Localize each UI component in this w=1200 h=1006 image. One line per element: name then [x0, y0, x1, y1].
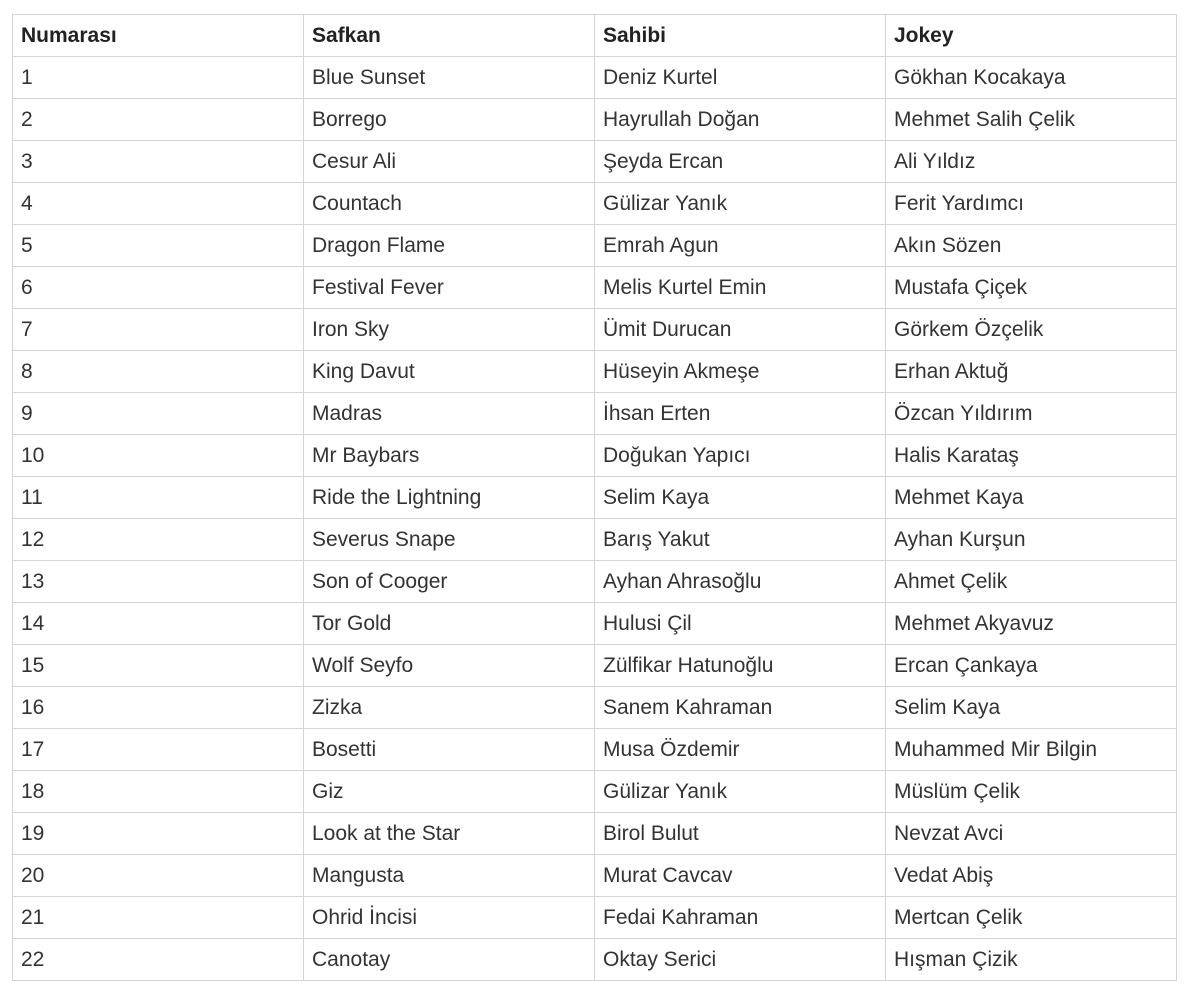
cell-jockey: Ali Yıldız: [886, 141, 1177, 183]
cell-number: 11: [13, 477, 304, 519]
table-row: [13, 183, 1177, 225]
cell-owner: Birol Bulut: [595, 813, 886, 855]
cell-owner: Şeyda Ercan: [595, 141, 886, 183]
cell-jockey: Gökhan Kocakaya: [886, 57, 1177, 99]
cell-jockey: Hışman Çizik: [886, 939, 1177, 981]
cell-jockey: Mertcan Çelik: [886, 897, 1177, 939]
cell-jockey: Halis Karataş: [886, 435, 1177, 477]
cell-horse: Canotay: [304, 939, 595, 981]
cell-owner: Hulusi Çil: [595, 603, 886, 645]
cell-jockey: Müslüm Çelik: [886, 771, 1177, 813]
cell-jockey: Mehmet Akyavuz: [886, 603, 1177, 645]
cell-number: 9: [13, 393, 304, 435]
cell-owner: Ayhan Ahrasoğlu: [595, 561, 886, 603]
header-jockey: Jokey: [886, 15, 1177, 57]
cell-horse: Cesur Ali: [304, 141, 595, 183]
cell-horse: Madras: [304, 393, 595, 435]
table-row: [13, 477, 1177, 519]
table-row: [13, 99, 1177, 141]
cell-owner: Musa Özdemir: [595, 729, 886, 771]
table-row: [13, 897, 1177, 939]
cell-number: 14: [13, 603, 304, 645]
cell-number: 20: [13, 855, 304, 897]
table-row: [13, 519, 1177, 561]
cell-horse: Wolf Seyfo: [304, 645, 595, 687]
cell-horse: Borrego: [304, 99, 595, 141]
table-row: [13, 141, 1177, 183]
cell-horse: Giz: [304, 771, 595, 813]
table-row: [13, 435, 1177, 477]
header-horse: Safkan: [304, 15, 595, 57]
cell-number: 21: [13, 897, 304, 939]
cell-number: 10: [13, 435, 304, 477]
cell-number: 2: [13, 99, 304, 141]
table-row: [13, 603, 1177, 645]
cell-owner: Melis Kurtel Emin: [595, 267, 886, 309]
cell-number: 15: [13, 645, 304, 687]
cell-number: 1: [13, 57, 304, 99]
cell-jockey: Mehmet Salih Çelik: [886, 99, 1177, 141]
cell-number: 5: [13, 225, 304, 267]
cell-horse: Festival Fever: [304, 267, 595, 309]
cell-jockey: Mustafa Çiçek: [886, 267, 1177, 309]
cell-jockey: Ayhan Kurşun: [886, 519, 1177, 561]
cell-number: 4: [13, 183, 304, 225]
cell-number: 18: [13, 771, 304, 813]
table-row: [13, 225, 1177, 267]
cell-horse: Severus Snape: [304, 519, 595, 561]
cell-horse: Iron Sky: [304, 309, 595, 351]
header-number: Numarası: [13, 15, 304, 57]
cell-jockey: Nevzat Avci: [886, 813, 1177, 855]
cell-horse: Ride the Lightning: [304, 477, 595, 519]
table-row: [13, 645, 1177, 687]
cell-owner: Gülizar Yanık: [595, 183, 886, 225]
cell-number: 12: [13, 519, 304, 561]
cell-jockey: Muhammed Mir Bilgin: [886, 729, 1177, 771]
horse-entries-table: [12, 14, 1177, 981]
cell-horse: Blue Sunset: [304, 57, 595, 99]
cell-owner: Selim Kaya: [595, 477, 886, 519]
cell-number: 13: [13, 561, 304, 603]
table-header: [13, 15, 1177, 57]
cell-owner: İhsan Erten: [595, 393, 886, 435]
cell-number: 8: [13, 351, 304, 393]
table-row: [13, 687, 1177, 729]
cell-number: 6: [13, 267, 304, 309]
cell-horse: King Davut: [304, 351, 595, 393]
cell-jockey: Erhan Aktuğ: [886, 351, 1177, 393]
cell-horse: Bosetti: [304, 729, 595, 771]
cell-number: 17: [13, 729, 304, 771]
cell-number: 16: [13, 687, 304, 729]
table-row: [13, 771, 1177, 813]
cell-horse: Dragon Flame: [304, 225, 595, 267]
cell-owner: Sanem Kahraman: [595, 687, 886, 729]
cell-jockey: Selim Kaya: [886, 687, 1177, 729]
table-row: [13, 855, 1177, 897]
cell-horse: Son of Cooger: [304, 561, 595, 603]
horse-entries-table-container: [12, 14, 1176, 981]
cell-owner: Murat Cavcav: [595, 855, 886, 897]
cell-horse: Mr Baybars: [304, 435, 595, 477]
header-row: [13, 15, 1177, 57]
cell-jockey: Akın Sözen: [886, 225, 1177, 267]
table-row: [13, 393, 1177, 435]
cell-horse: Zizka: [304, 687, 595, 729]
cell-owner: Emrah Agun: [595, 225, 886, 267]
cell-owner: Doğukan Yapıcı: [595, 435, 886, 477]
table-row: [13, 561, 1177, 603]
table-body: [13, 57, 1177, 981]
cell-horse: Ohrid İncisi: [304, 897, 595, 939]
cell-owner: Oktay Serici: [595, 939, 886, 981]
table-row: [13, 309, 1177, 351]
cell-owner: Ümit Durucan: [595, 309, 886, 351]
table-row: [13, 351, 1177, 393]
cell-jockey: Mehmet Kaya: [886, 477, 1177, 519]
cell-owner: Deniz Kurtel: [595, 57, 886, 99]
table-row: [13, 729, 1177, 771]
table-row: [13, 267, 1177, 309]
table-row: [13, 939, 1177, 981]
cell-owner: Gülizar Yanık: [595, 771, 886, 813]
cell-number: 7: [13, 309, 304, 351]
table-row: [13, 57, 1177, 99]
cell-number: 19: [13, 813, 304, 855]
table-row: [13, 813, 1177, 855]
cell-horse: Countach: [304, 183, 595, 225]
cell-owner: Hayrullah Doğan: [595, 99, 886, 141]
cell-owner: Hüseyin Akmeşe: [595, 351, 886, 393]
cell-jockey: Özcan Yıldırım: [886, 393, 1177, 435]
cell-jockey: Ferit Yardımcı: [886, 183, 1177, 225]
cell-jockey: Vedat Abiş: [886, 855, 1177, 897]
cell-jockey: Ahmet Çelik: [886, 561, 1177, 603]
cell-owner: Barış Yakut: [595, 519, 886, 561]
cell-jockey: Görkem Özçelik: [886, 309, 1177, 351]
cell-horse: Mangusta: [304, 855, 595, 897]
cell-owner: Fedai Kahraman: [595, 897, 886, 939]
cell-number: 22: [13, 939, 304, 981]
cell-horse: Tor Gold: [304, 603, 595, 645]
cell-horse: Look at the Star: [304, 813, 595, 855]
cell-number: 3: [13, 141, 304, 183]
header-owner: Sahibi: [595, 15, 886, 57]
cell-jockey: Ercan Çankaya: [886, 645, 1177, 687]
cell-owner: Zülfikar Hatunoğlu: [595, 645, 886, 687]
